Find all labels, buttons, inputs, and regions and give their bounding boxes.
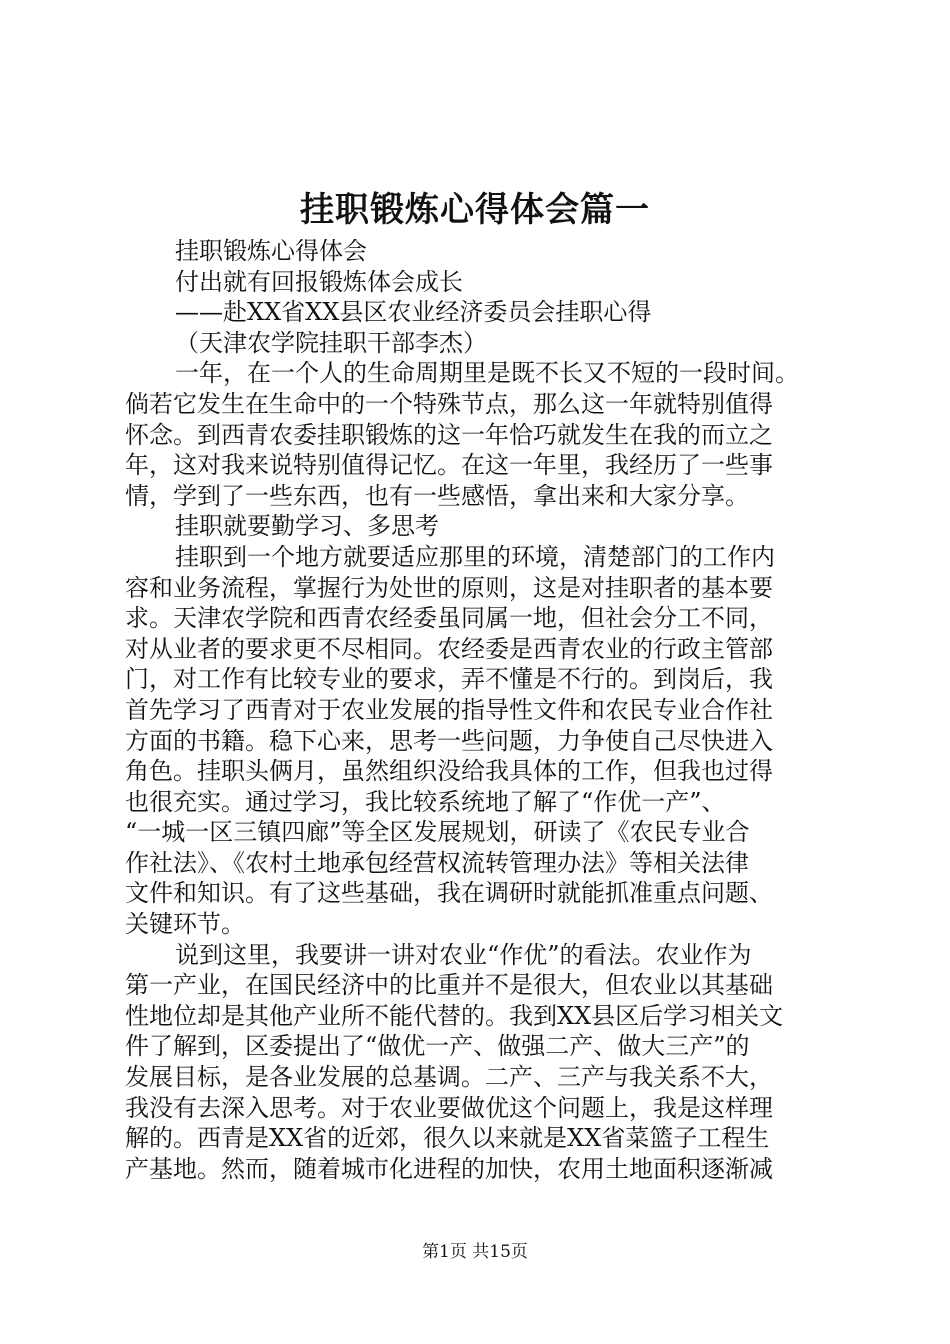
text-line: 产基地。然而，随着城市化进程的加快，农用土地面积逐渐减 — [125, 1154, 773, 1183]
text-line: 我没有去深入思考。对于农业要做优这个问题上，我是这样理 — [125, 1093, 773, 1122]
document-title: 挂职锻炼心得体会篇一 — [300, 190, 650, 230]
document-body — [125, 236, 845, 1184]
text-line: 说到这里，我要讲一讲对农业“作优”的看法。农业作为 — [175, 940, 752, 969]
text-line: 也很充实。通过学习，我比较系统地了解了“作优一产”、 — [125, 787, 726, 816]
text-line: 一年，在一个人的生命周期里是既不长又不短的一段时间。 — [175, 359, 799, 388]
text-line: 付出就有回报锻炼体会成长 — [175, 267, 463, 296]
text-line: 件了解到，区委提出了“做优一产、做强二产、做大三产”的 — [125, 1032, 750, 1061]
text-line: 方面的书籍。稳下心来，思考一些问题，力争使自己尽快进入 — [125, 726, 773, 755]
text-line: 首先学习了西青对于农业发展的指导性文件和农民专业合作社 — [125, 695, 773, 724]
text-line: ——赴XX省XX县区农业经济委员会挂职心得 — [175, 298, 652, 327]
text-line: 关键环节。 — [125, 910, 245, 939]
text-line: 挂职锻炼心得体会 — [175, 237, 367, 265]
text-line: 发展目标，是各业发展的总基调。二产、三产与我关系不大， — [125, 1063, 773, 1092]
text-line: 容和业务流程，掌握行为处世的原则，这是对挂职者的基本要 — [125, 573, 773, 602]
text-line: 挂职到一个地方就要适应那里的环境，清楚部门的工作内 — [175, 542, 775, 571]
text-line: 门，对工作有比较专业的要求，弄不懂是不行的。到岗后，我 — [125, 665, 773, 694]
text-line: 挂职就要勤学习、多思考 — [175, 512, 439, 541]
text-line: 第一产业，在国民经济中的比重并不是很大，但农业以其基础 — [125, 971, 773, 1000]
text-line: “一城一区三镇四廊”等全区发展规划，研读了《农民专业合 — [125, 818, 750, 847]
text-line: 怀念。到西青农委挂职锻炼的这一年恰巧就发生在我的而立之 — [125, 420, 773, 449]
text-line: 倘若它发生在生命中的一个特殊节点，那么这一年就特别值得 — [125, 389, 773, 418]
text-line: （天津农学院挂职干部李杰） — [175, 328, 487, 357]
text-line: 解的。西青是XX省的近郊，很久以来就是XX省菜篮子工程生 — [125, 1124, 770, 1153]
text-line: 文件和知识。有了这些基础，我在调研时就能抓准重点问题、 — [125, 879, 773, 908]
text-line: 角色。挂职头俩月，虽然组织没给我具体的工作，但我也过得 — [125, 757, 773, 786]
text-line: 对从业者的要求更不尽相同。农经委是西青农业的行政主管部 — [125, 634, 773, 663]
text-line: 性地位却是其他产业所不能代替的。我到XX县区后学习相关文 — [125, 1001, 784, 1030]
text-line: 作社法》、《农村土地承包经营权流转管理办法》等相关法律 — [125, 848, 749, 877]
page-footer: 第1页 共15页 — [422, 1242, 528, 1262]
text-line: 情，学到了一些东西，也有一些感悟，拿出来和大家分享。 — [125, 481, 749, 510]
text-line: 年，这对我来说特别值得记忆。在这一年里，我经历了一些事 — [125, 451, 773, 480]
text-line: 求。天津农学院和西青农经委虽同属一地，但社会分工不同， — [125, 604, 773, 633]
